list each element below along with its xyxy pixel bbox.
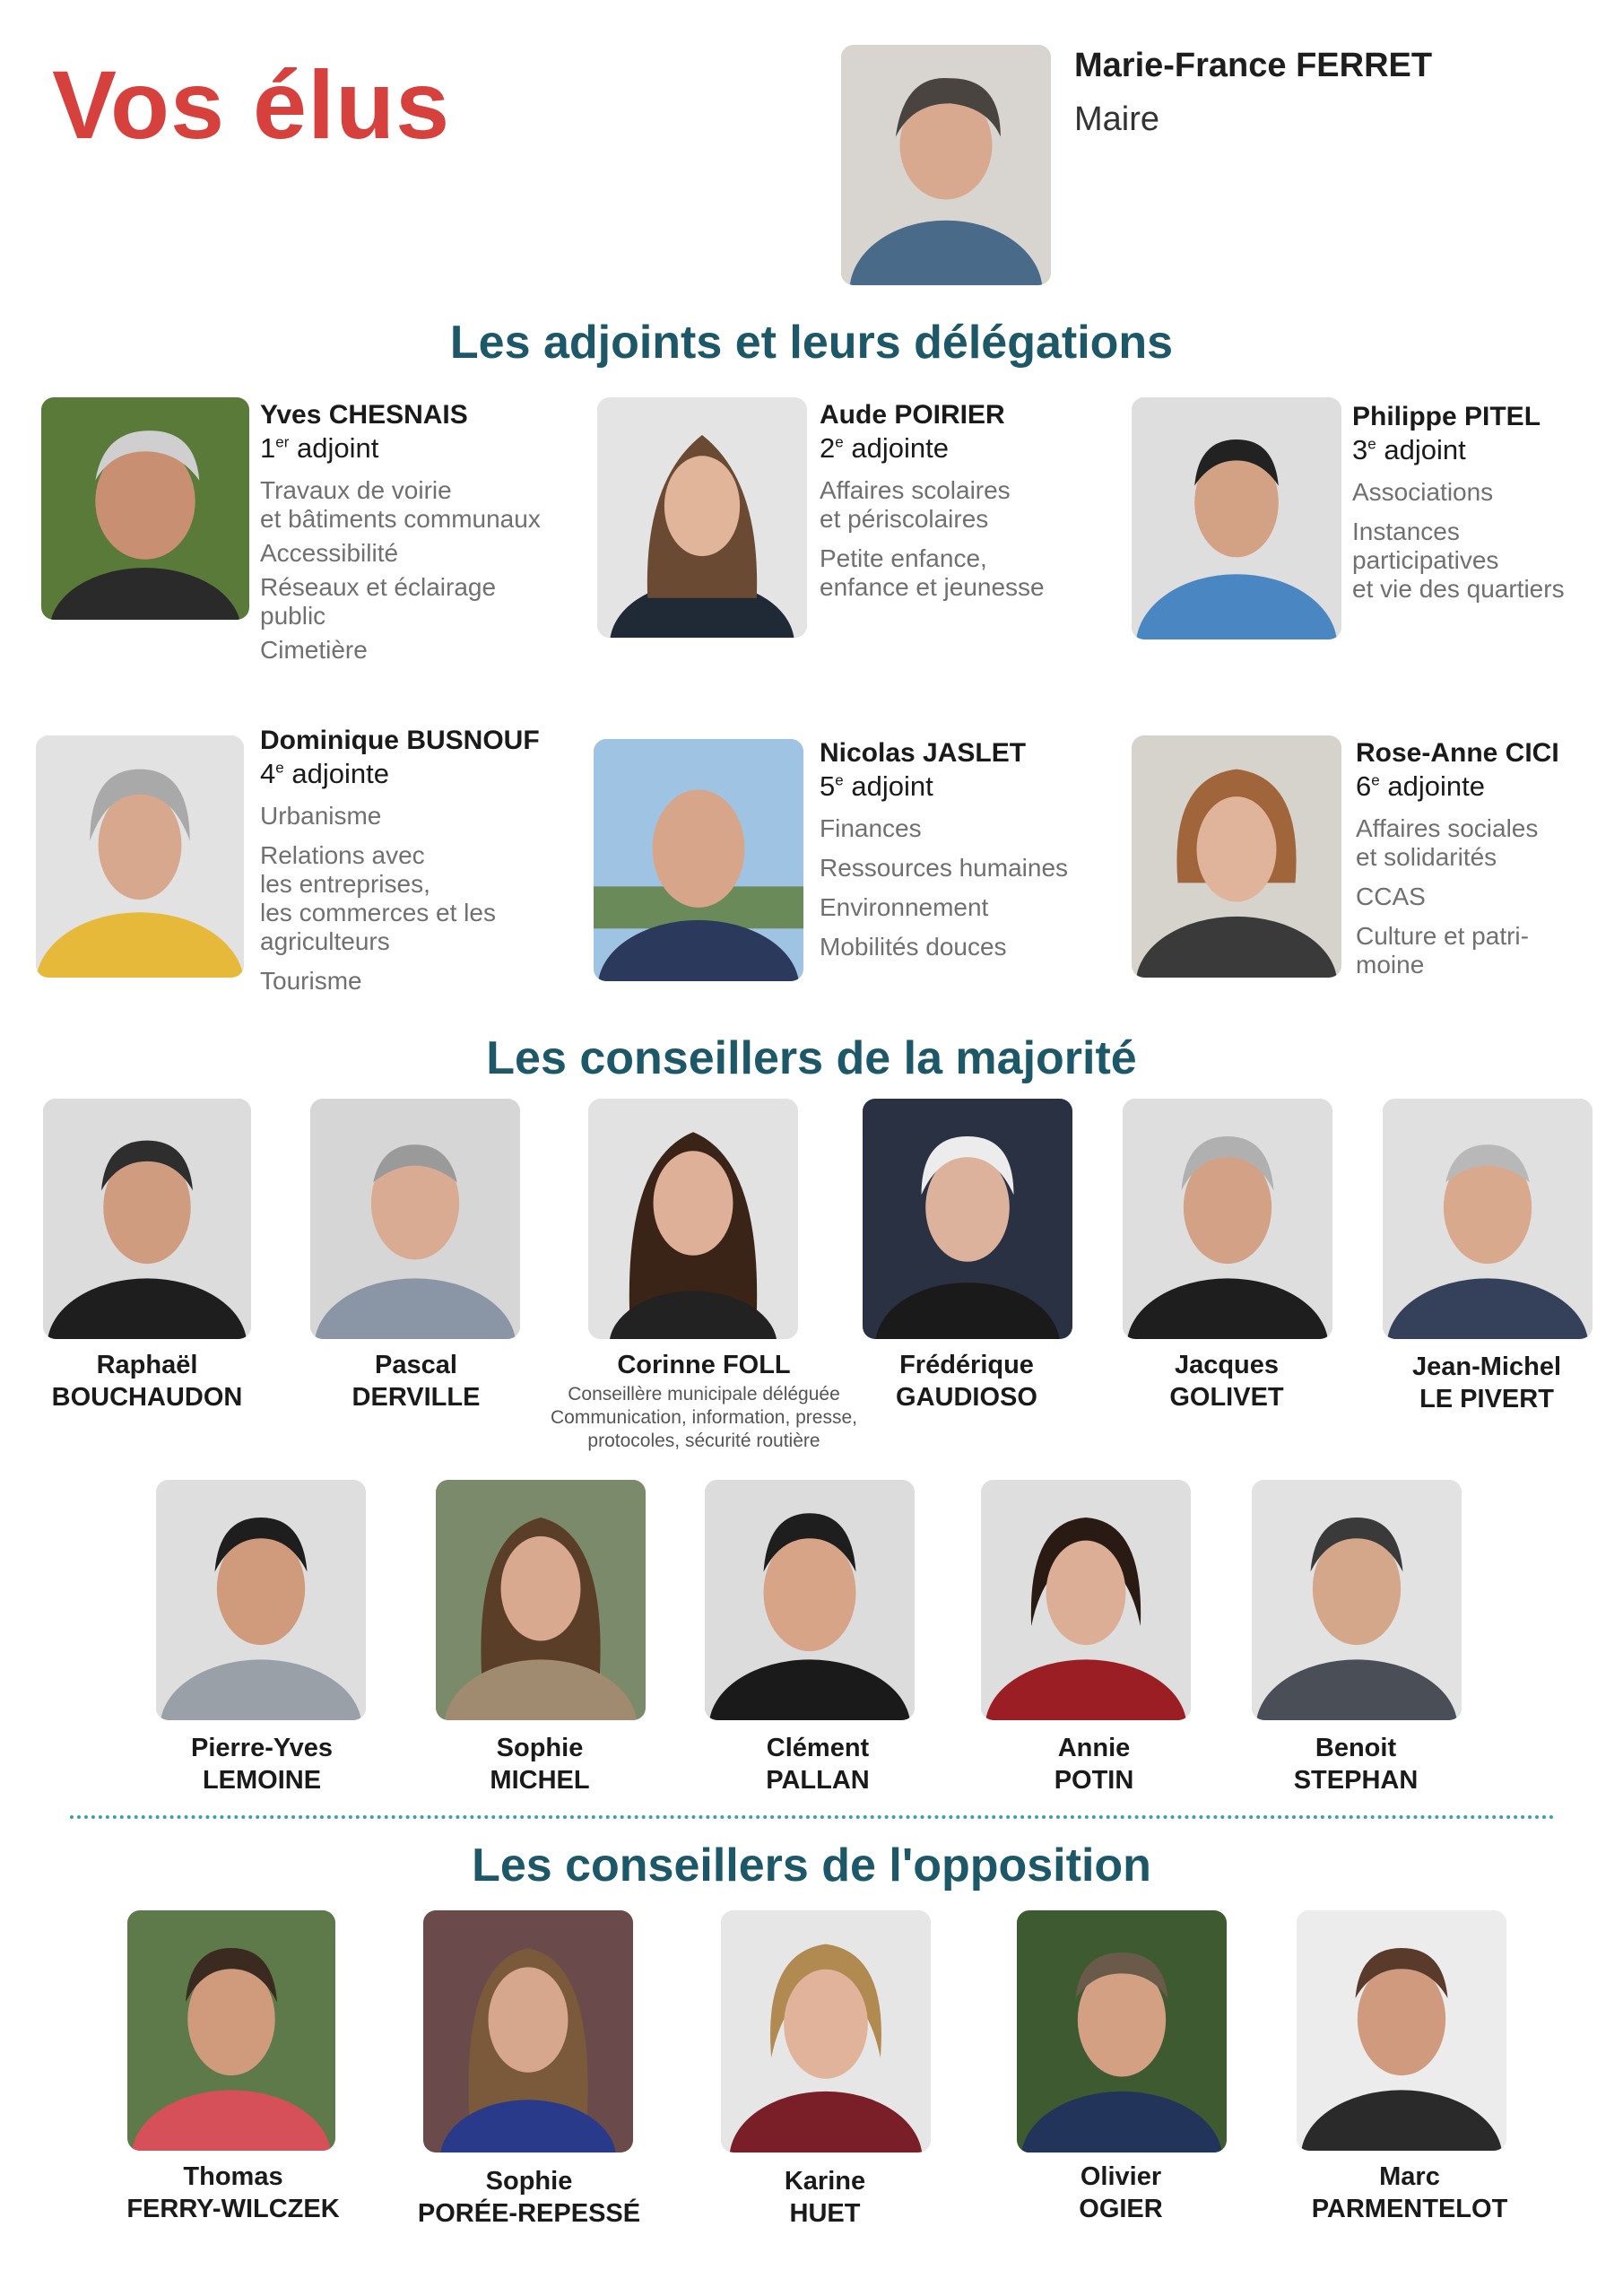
section-title-opposition: Les conseillers de l'opposition bbox=[472, 1839, 1151, 1892]
member-photo bbox=[423, 1910, 633, 2152]
adjoint-card-6 bbox=[1356, 737, 1616, 979]
adjoint-rank: 4e adjointe bbox=[260, 758, 389, 789]
adjoint-photo bbox=[1132, 397, 1341, 639]
member-photo bbox=[43, 1099, 251, 1339]
adjoint-rank: 1er adjoint bbox=[260, 432, 379, 464]
member-name: Karine HUET bbox=[784, 2167, 866, 2228]
adjoint-delegation: Environnement bbox=[820, 893, 989, 921]
adjoint-rank: 6e adjointe bbox=[1356, 770, 1485, 802]
adjoint-delegation: Relations avec les entreprises, les commerces et les agriculteurs bbox=[260, 841, 496, 955]
adjoint-delegation: CCAS bbox=[1356, 883, 1426, 910]
adjoint-rank: 5e adjoint bbox=[820, 770, 933, 802]
adjoint-delegation: Affaires sociales et solidarités bbox=[1356, 814, 1539, 871]
adjoint-card-1 bbox=[260, 399, 601, 665]
member-name: Benoit STEPHAN bbox=[1293, 1734, 1419, 1795]
member-photo bbox=[156, 1480, 366, 1720]
member-name: Thomas FERRY-WILCZEK bbox=[126, 2162, 340, 2223]
adjoint-delegation: Finances bbox=[820, 814, 922, 842]
member-name: Sophie MICHEL bbox=[490, 1734, 590, 1795]
member-name: Annie POTIN bbox=[1054, 1734, 1134, 1795]
member-photo bbox=[1297, 1910, 1506, 2151]
section-title-adjoints: Les adjoints et leurs délégations bbox=[449, 317, 1174, 369]
adjoint-card-2 bbox=[820, 399, 1151, 602]
mayor-role: Maire bbox=[1074, 100, 1160, 138]
adjoint-name: Dominique BUSNOUF bbox=[260, 726, 540, 755]
member-photo bbox=[310, 1099, 520, 1339]
member-photo bbox=[1123, 1099, 1332, 1339]
adjoint-delegation: Culture et patri- moine bbox=[1356, 922, 1529, 978]
member-photo bbox=[1252, 1480, 1462, 1720]
member-name: Olivier OGIER bbox=[1079, 2162, 1163, 2223]
member-photo bbox=[863, 1099, 1072, 1339]
adjoint-photo bbox=[41, 397, 249, 620]
member-photo bbox=[1017, 1910, 1227, 2152]
adjoint-photo bbox=[1132, 735, 1341, 978]
member-photo bbox=[1383, 1099, 1593, 1339]
member-name: Pascal DERVILLE bbox=[352, 1351, 481, 1412]
adjoint-name: Yves CHESNAIS bbox=[260, 400, 468, 430]
member-name: Jacques GOLIVET bbox=[1169, 1351, 1284, 1412]
member-delegation-note: Conseillère municipale déléguée Communication, information, presse, protocoles, sécurité routière bbox=[551, 1384, 857, 1451]
member-name: Marc PARMENTELOT bbox=[1311, 2162, 1508, 2223]
adjoint-card-4 bbox=[260, 725, 583, 996]
adjoint-rank: 2e adjointe bbox=[820, 432, 949, 464]
adjoint-name: Philippe PITEL bbox=[1352, 402, 1541, 431]
adjoint-card-3 bbox=[1352, 401, 1612, 604]
member-name: Clément PALLAN bbox=[766, 1734, 870, 1795]
adjoint-delegation: Travaux de voirie et bâtiments communaux bbox=[260, 476, 541, 533]
section-title-majorite: Les conseillers de la majorité bbox=[486, 1032, 1137, 1084]
adjoint-delegation: Urbanisme bbox=[260, 802, 382, 830]
adjoint-delegation: Réseaux et éclairage public bbox=[260, 573, 497, 630]
member-photo bbox=[588, 1099, 798, 1339]
member-photo bbox=[127, 1910, 335, 2151]
member-name: Corinne FOLL bbox=[617, 1351, 791, 1379]
page-title: Vos élus bbox=[52, 50, 451, 159]
section-divider bbox=[70, 1815, 1555, 1819]
adjoint-name: Aude POIRIER bbox=[820, 400, 1005, 430]
member-name: Sophie PORÉE-REPESSÉ bbox=[417, 2167, 641, 2228]
adjoint-name: Rose-Anne CICI bbox=[1356, 738, 1559, 768]
mayor-name: Marie-France FERRET bbox=[1074, 47, 1433, 84]
adjoint-delegation: Affaires scolaires et périscolaires bbox=[820, 476, 1011, 533]
adjoint-delegation: Ressources humaines bbox=[820, 854, 1069, 882]
member-name: Jean-Michel LE PIVERT bbox=[1412, 1352, 1561, 1413]
member-photo bbox=[721, 1910, 931, 2152]
member-photo bbox=[436, 1480, 646, 1720]
member-name: Pierre-Yves LEMOINE bbox=[190, 1734, 333, 1795]
adjoint-rank: 3e adjoint bbox=[1352, 434, 1466, 465]
adjoint-photo bbox=[594, 739, 803, 981]
adjoint-delegation: Petite enfance, enfance et jeunesse bbox=[820, 544, 1045, 601]
member-name: Raphaël BOUCHAUDON bbox=[51, 1351, 243, 1412]
mayor-photo bbox=[841, 45, 1051, 285]
adjoint-delegation: Accessibilité bbox=[260, 539, 399, 567]
member-photo bbox=[981, 1480, 1191, 1720]
adjoint-delegation: Cimetière bbox=[260, 636, 368, 664]
adjoint-delegation: Associations bbox=[1352, 478, 1494, 506]
adjoint-delegation: Instances participatives et vie des quartiers bbox=[1352, 517, 1565, 603]
adjoint-delegation: Mobilités douces bbox=[820, 933, 1007, 961]
adjoint-name: Nicolas JASLET bbox=[820, 738, 1027, 768]
adjoint-card-5 bbox=[820, 737, 1151, 961]
adjoint-photo bbox=[597, 397, 807, 638]
member-name: Frédérique GAUDIOSO bbox=[896, 1351, 1037, 1412]
member-photo bbox=[705, 1480, 915, 1720]
adjoint-photo bbox=[36, 735, 244, 978]
adjoint-delegation: Tourisme bbox=[260, 967, 362, 995]
